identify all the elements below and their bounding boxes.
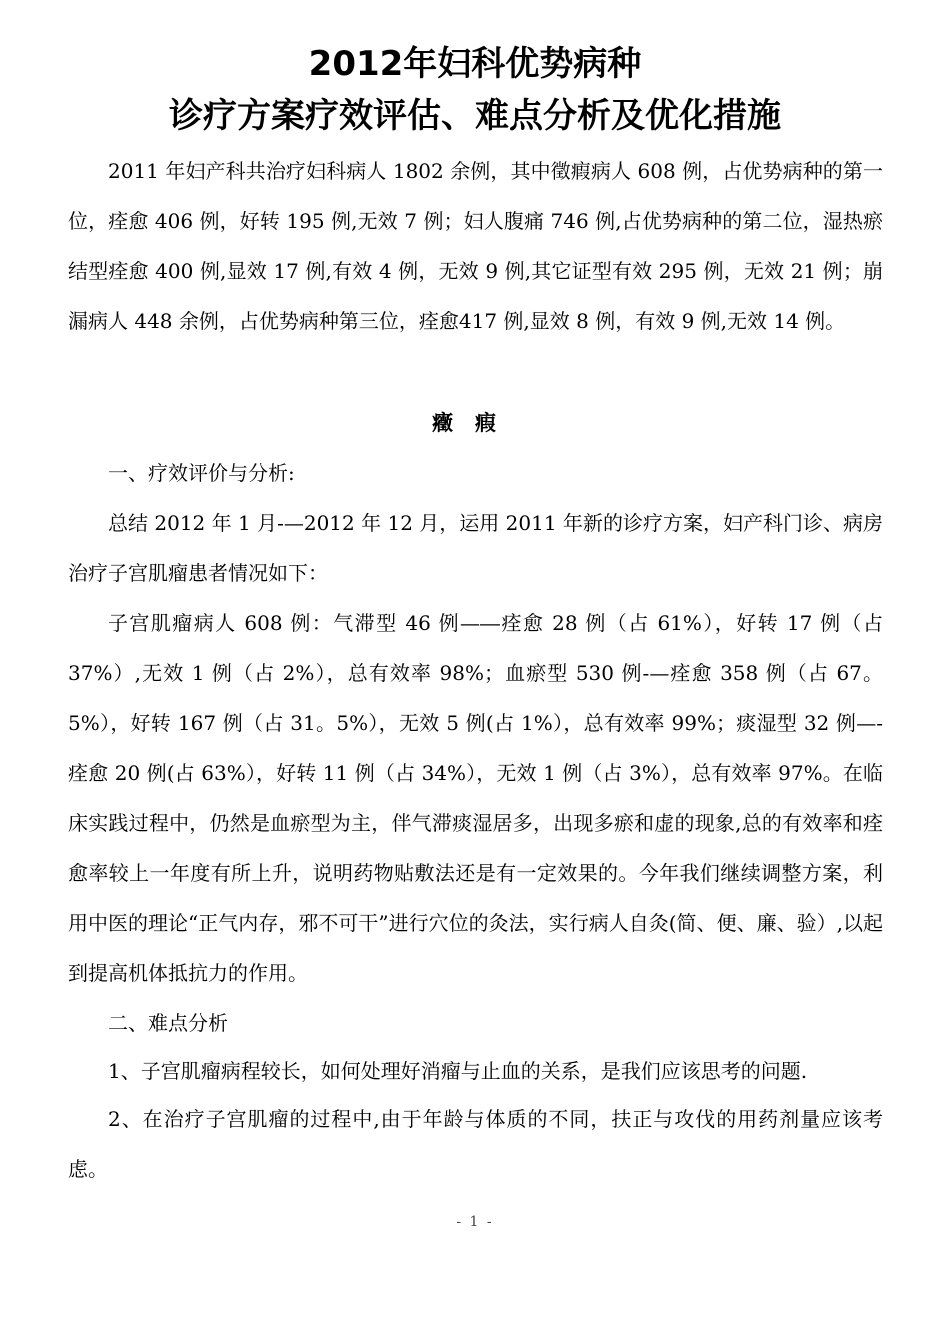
summary-paragraph: [68, 498, 883, 598]
difficulty-item-2-text: 2、在治疗子宫肌瘤的过程中,由于年龄与体质的不同，扶正与攻伐的用药剂量应该考虑。: [68, 1107, 883, 1181]
part1-heading: 一、疗效评价与分析:: [108, 461, 295, 485]
page-number: - 1 -: [456, 1214, 494, 1230]
results-paragraph: [68, 598, 883, 998]
intro-text: 2011 年妇产科共治疗妇科病人 1802 余例，其中徵瘕病人 608 例，占优势病种的第一位，痊愈 406 例，好转 195 例,无效 7 例；妇人腹痛 746 例,占优势病种的第二位，湿热瘀结型痊愈 400 例,显效 17 例,有效 4 例，无效 9 例,其它证型有效 295 例，无效 21 例；崩漏病人 448 余例，占优势病种第三位，痊愈417 例,显效 8 例，有效 9 例,无效 14 例。: [68, 159, 883, 333]
summary-text: 总结 2012 年 1 月-—2012 年 12 月，运用 2011 年新的诊疗方案，妇产科门诊、病房治疗子宫肌瘤患者情况如下：: [68, 511, 883, 585]
section-heading: 癥瘕: [432, 411, 518, 435]
difficulty-item-2: [68, 1094, 883, 1194]
intro-paragraph: [68, 146, 883, 346]
document-title-line1: 2012年妇科优势病种: [308, 44, 642, 84]
difficulty-item-1: 1、子宫肌瘤病程较长，如何处理好消瘤与止血的关系，是我们应该思考的问题.: [108, 1059, 808, 1083]
part2-heading: 二、难点分析: [108, 1011, 228, 1035]
document-title-line2: 诊疗方案疗效评估、难点分析及优化措施: [169, 96, 781, 136]
results-text: 子宫肌瘤病人 608 例：气滞型 46 例—―痊愈 28 例（占 61%），好转 17 例（占 37%）,无效 1 例（占 2%），总有效率 98%；血瘀型 530 例-—痊愈 358 例（占 67。5%），好转 167 例（占 31。5%），无效 5 例(占 1%），总有效率 99%；痰湿型 32 例—-痊愈 20 例(占 63%），好转 11 例（占 34%），无效 1 例（占 3%），总有效率 97%。在临床实践过程中，仍然是血瘀型为主，伴气滞痰湿居多，出现多瘀和虚的现象,总的有效率和痊愈率较上一年度有所上升，说明药物贴敷法还是有一定效果的。今年我们继续调整方案，利用中医的理论“正气内存，邪不可干”进行穴位的灸法，实行病人自灸(简、便、廉、验）,以起到提高机体抵抗力的作用。: [68, 611, 883, 985]
